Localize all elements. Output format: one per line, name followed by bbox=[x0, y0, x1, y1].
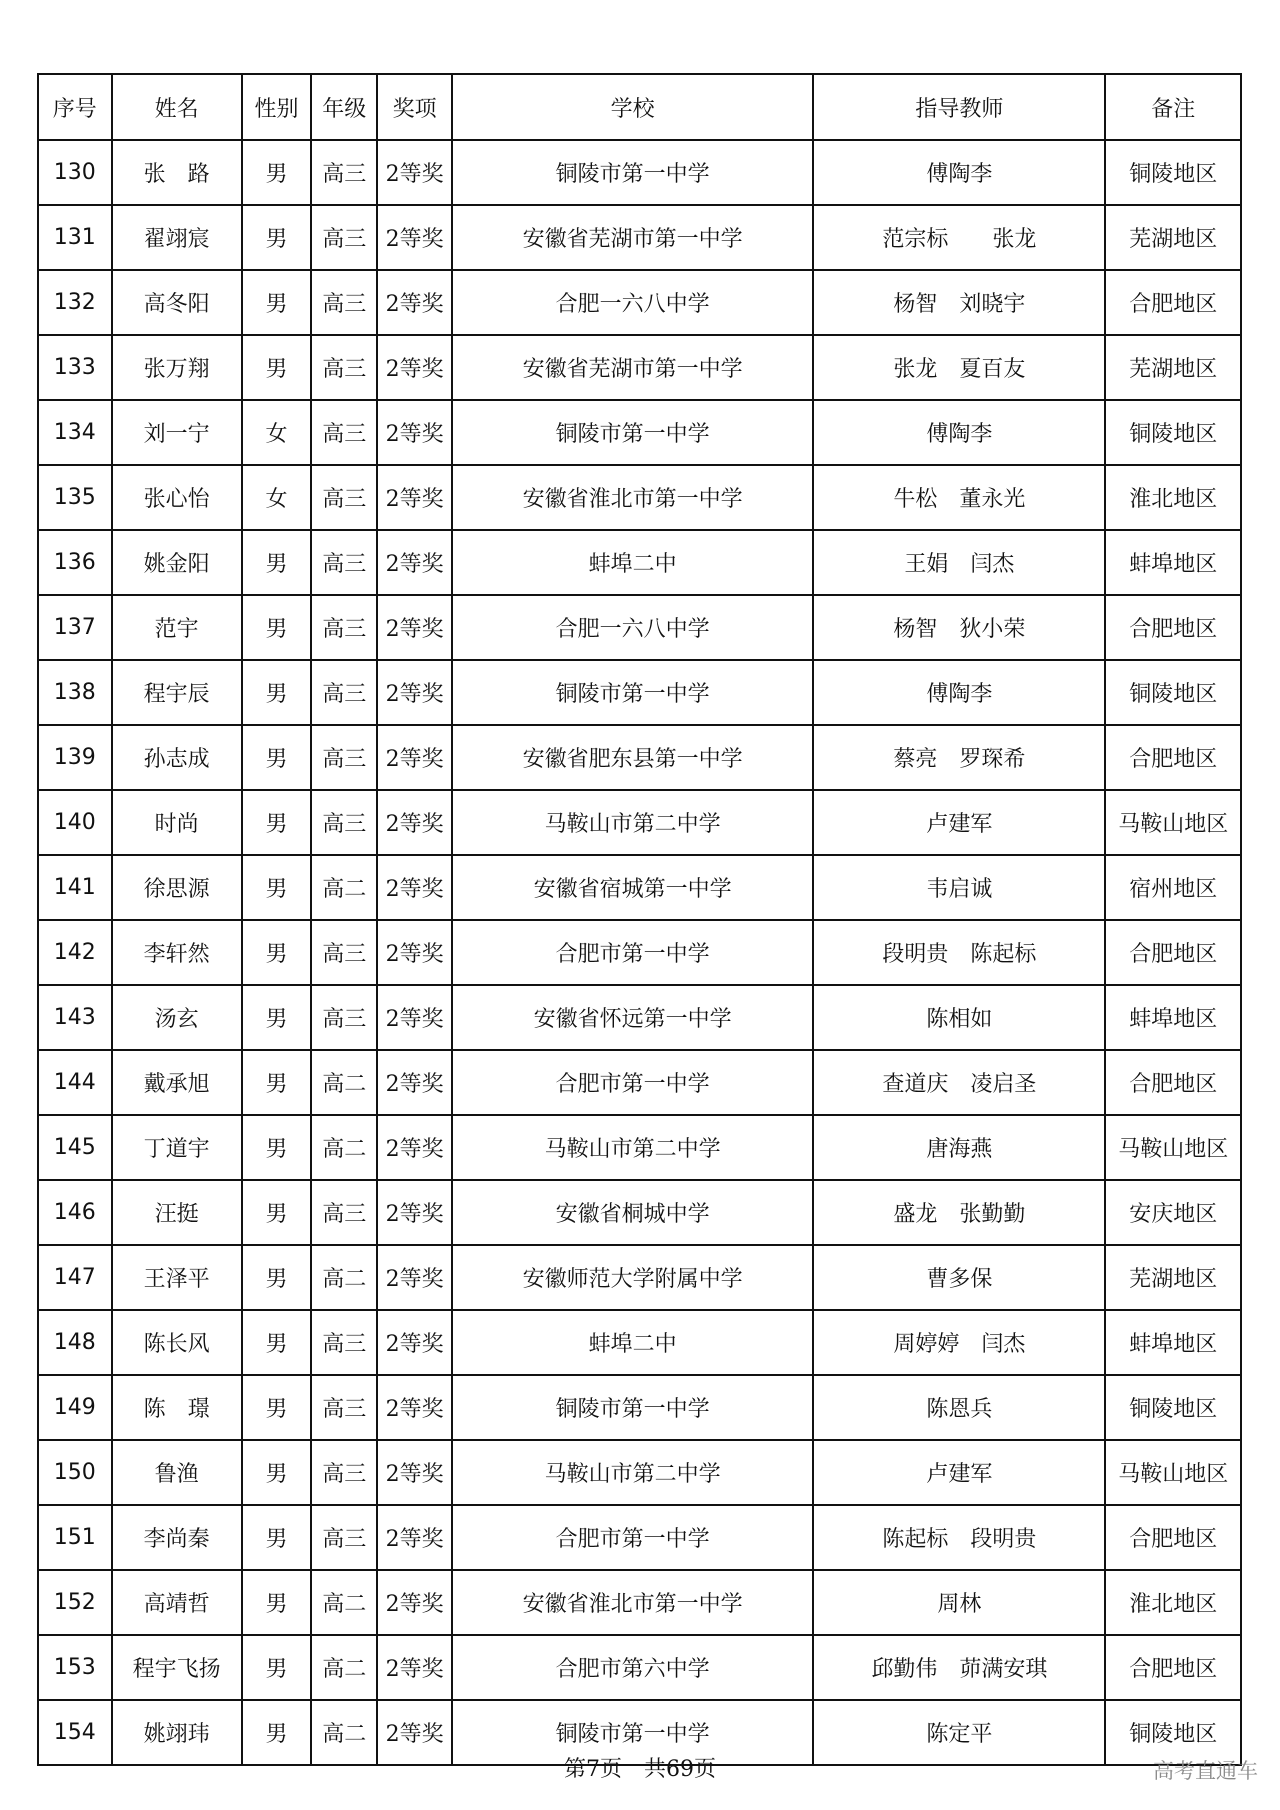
cell-region: 芜湖地区 bbox=[1105, 1245, 1241, 1310]
cell-teacher: 陈起标 段明贵 bbox=[813, 1505, 1105, 1570]
cell-region: 马鞍山地区 bbox=[1105, 1440, 1241, 1505]
cell-teacher: 王娟 闫杰 bbox=[813, 530, 1105, 595]
cell-award: 2等奖 bbox=[377, 1310, 452, 1375]
cell-name: 戴承旭 bbox=[112, 1050, 242, 1115]
cell-grade: 高三 bbox=[311, 985, 377, 1050]
cell-gender: 男 bbox=[242, 530, 311, 595]
cell-gender: 男 bbox=[242, 1050, 311, 1115]
cell-school: 蚌埠二中 bbox=[452, 530, 813, 595]
cell-grade: 高三 bbox=[311, 270, 377, 335]
cell-seq: 130 bbox=[38, 140, 112, 205]
cell-name: 陈长风 bbox=[112, 1310, 242, 1375]
cell-gender: 男 bbox=[242, 1375, 311, 1440]
cell-teacher: 杨智 狄小荣 bbox=[813, 595, 1105, 660]
cell-award: 2等奖 bbox=[377, 530, 452, 595]
cell-teacher: 陈相如 bbox=[813, 985, 1105, 1050]
cell-grade: 高二 bbox=[311, 1245, 377, 1310]
cell-award: 2等奖 bbox=[377, 595, 452, 660]
cell-name: 程宇辰 bbox=[112, 660, 242, 725]
cell-region: 合肥地区 bbox=[1105, 725, 1241, 790]
cell-seq: 131 bbox=[38, 205, 112, 270]
cell-seq: 132 bbox=[38, 270, 112, 335]
table-row bbox=[38, 400, 1241, 465]
cell-gender: 男 bbox=[242, 205, 311, 270]
cell-award: 2等奖 bbox=[377, 1440, 452, 1505]
cell-school: 安徽省芜湖市第一中学 bbox=[452, 205, 813, 270]
header-teacher: 指导教师 bbox=[813, 74, 1105, 140]
cell-seq: 136 bbox=[38, 530, 112, 595]
cell-award: 2等奖 bbox=[377, 660, 452, 725]
cell-school: 马鞍山市第二中学 bbox=[452, 1440, 813, 1505]
cell-teacher: 陈定平 bbox=[813, 1700, 1105, 1765]
cell-region: 淮北地区 bbox=[1105, 465, 1241, 530]
table-row bbox=[38, 140, 1241, 205]
award-roster-table bbox=[37, 73, 1242, 1766]
table-row bbox=[38, 270, 1241, 335]
cell-name: 高冬阳 bbox=[112, 270, 242, 335]
cell-grade: 高三 bbox=[311, 1180, 377, 1245]
cell-gender: 男 bbox=[242, 1635, 311, 1700]
table-row bbox=[38, 660, 1241, 725]
header-school: 学校 bbox=[452, 74, 813, 140]
cell-region: 合肥地区 bbox=[1105, 1505, 1241, 1570]
cell-seq: 149 bbox=[38, 1375, 112, 1440]
cell-award: 2等奖 bbox=[377, 1635, 452, 1700]
cell-grade: 高三 bbox=[311, 1310, 377, 1375]
cell-school: 合肥一六八中学 bbox=[452, 270, 813, 335]
cell-school: 安徽省淮北市第一中学 bbox=[452, 1570, 813, 1635]
cell-region: 淮北地区 bbox=[1105, 1570, 1241, 1635]
cell-grade: 高三 bbox=[311, 920, 377, 985]
cell-gender: 男 bbox=[242, 1180, 311, 1245]
table-row bbox=[38, 1505, 1241, 1570]
cell-teacher: 卢建军 bbox=[813, 1440, 1105, 1505]
cell-gender: 男 bbox=[242, 140, 311, 205]
table-row bbox=[38, 465, 1241, 530]
cell-gender: 男 bbox=[242, 1700, 311, 1765]
cell-seq: 138 bbox=[38, 660, 112, 725]
cell-school: 安徽省宿城第一中学 bbox=[452, 855, 813, 920]
table-row bbox=[38, 725, 1241, 790]
cell-region: 宿州地区 bbox=[1105, 855, 1241, 920]
cell-region: 安庆地区 bbox=[1105, 1180, 1241, 1245]
cell-award: 2等奖 bbox=[377, 725, 452, 790]
header-region: 备注 bbox=[1105, 74, 1241, 140]
cell-grade: 高三 bbox=[311, 725, 377, 790]
cell-school: 蚌埠二中 bbox=[452, 1310, 813, 1375]
table-row bbox=[38, 790, 1241, 855]
cell-gender: 男 bbox=[242, 1440, 311, 1505]
table-row bbox=[38, 335, 1241, 400]
cell-region: 芜湖地区 bbox=[1105, 205, 1241, 270]
cell-award: 2等奖 bbox=[377, 140, 452, 205]
cell-award: 2等奖 bbox=[377, 1570, 452, 1635]
cell-name: 张心怡 bbox=[112, 465, 242, 530]
header-gender: 性别 bbox=[242, 74, 311, 140]
cell-school: 铜陵市第一中学 bbox=[452, 1700, 813, 1765]
cell-gender: 男 bbox=[242, 595, 311, 660]
table-row bbox=[38, 1440, 1241, 1505]
cell-gender: 男 bbox=[242, 335, 311, 400]
table-row bbox=[38, 1635, 1241, 1700]
cell-award: 2等奖 bbox=[377, 1245, 452, 1310]
cell-school: 安徽省淮北市第一中学 bbox=[452, 465, 813, 530]
table-row bbox=[38, 205, 1241, 270]
cell-school: 合肥市第六中学 bbox=[452, 1635, 813, 1700]
cell-seq: 140 bbox=[38, 790, 112, 855]
table-row bbox=[38, 595, 1241, 660]
table-row bbox=[38, 1375, 1241, 1440]
cell-name: 姚金阳 bbox=[112, 530, 242, 595]
cell-school: 铜陵市第一中学 bbox=[452, 1375, 813, 1440]
cell-seq: 133 bbox=[38, 335, 112, 400]
cell-seq: 141 bbox=[38, 855, 112, 920]
cell-region: 合肥地区 bbox=[1105, 270, 1241, 335]
table-row bbox=[38, 985, 1241, 1050]
cell-school: 安徽省桐城中学 bbox=[452, 1180, 813, 1245]
cell-name: 徐思源 bbox=[112, 855, 242, 920]
cell-region: 马鞍山地区 bbox=[1105, 1115, 1241, 1180]
header-seq: 序号 bbox=[38, 74, 112, 140]
cell-grade: 高三 bbox=[311, 335, 377, 400]
cell-region: 铜陵地区 bbox=[1105, 660, 1241, 725]
table-row bbox=[38, 1570, 1241, 1635]
cell-gender: 男 bbox=[242, 1505, 311, 1570]
cell-award: 2等奖 bbox=[377, 400, 452, 465]
cell-region: 马鞍山地区 bbox=[1105, 790, 1241, 855]
cell-award: 2等奖 bbox=[377, 1115, 452, 1180]
watermark: 高考直通车 bbox=[1153, 1759, 1258, 1783]
cell-gender: 男 bbox=[242, 1570, 311, 1635]
cell-region: 蚌埠地区 bbox=[1105, 530, 1241, 595]
cell-gender: 女 bbox=[242, 465, 311, 530]
cell-award: 2等奖 bbox=[377, 1050, 452, 1115]
cell-seq: 135 bbox=[38, 465, 112, 530]
cell-seq: 147 bbox=[38, 1245, 112, 1310]
cell-gender: 女 bbox=[242, 400, 311, 465]
cell-teacher: 曹多保 bbox=[813, 1245, 1105, 1310]
cell-grade: 高三 bbox=[311, 465, 377, 530]
cell-name: 汤玄 bbox=[112, 985, 242, 1050]
cell-award: 2等奖 bbox=[377, 920, 452, 985]
cell-region: 铜陵地区 bbox=[1105, 1375, 1241, 1440]
cell-name: 李尚秦 bbox=[112, 1505, 242, 1570]
cell-seq: 152 bbox=[38, 1570, 112, 1635]
cell-name: 王泽平 bbox=[112, 1245, 242, 1310]
cell-region: 铜陵地区 bbox=[1105, 400, 1241, 465]
cell-grade: 高三 bbox=[311, 400, 377, 465]
cell-gender: 男 bbox=[242, 725, 311, 790]
cell-school: 安徽省怀远第一中学 bbox=[452, 985, 813, 1050]
cell-seq: 151 bbox=[38, 1505, 112, 1570]
cell-award: 2等奖 bbox=[377, 1700, 452, 1765]
cell-name: 刘一宁 bbox=[112, 400, 242, 465]
cell-award: 2等奖 bbox=[377, 790, 452, 855]
cell-grade: 高三 bbox=[311, 1375, 377, 1440]
cell-name: 张万翔 bbox=[112, 335, 242, 400]
cell-gender: 男 bbox=[242, 920, 311, 985]
table-row bbox=[38, 1050, 1241, 1115]
cell-seq: 134 bbox=[38, 400, 112, 465]
cell-teacher: 范宗标 张龙 bbox=[813, 205, 1105, 270]
cell-grade: 高三 bbox=[311, 140, 377, 205]
header-name: 姓名 bbox=[112, 74, 242, 140]
cell-name: 范宇 bbox=[112, 595, 242, 660]
cell-region: 铜陵地区 bbox=[1105, 140, 1241, 205]
cell-teacher: 韦启诚 bbox=[813, 855, 1105, 920]
cell-grade: 高三 bbox=[311, 790, 377, 855]
roster-body bbox=[38, 140, 1241, 1765]
cell-seq: 145 bbox=[38, 1115, 112, 1180]
cell-award: 2等奖 bbox=[377, 1505, 452, 1570]
header-row bbox=[38, 74, 1241, 140]
cell-teacher: 傅陶李 bbox=[813, 660, 1105, 725]
cell-seq: 137 bbox=[38, 595, 112, 660]
cell-school: 铜陵市第一中学 bbox=[452, 140, 813, 205]
cell-name: 程宇飞扬 bbox=[112, 1635, 242, 1700]
cell-grade: 高三 bbox=[311, 595, 377, 660]
table-row bbox=[38, 530, 1241, 595]
cell-school: 安徽省芜湖市第一中学 bbox=[452, 335, 813, 400]
cell-seq: 148 bbox=[38, 1310, 112, 1375]
table-row bbox=[38, 855, 1241, 920]
cell-award: 2等奖 bbox=[377, 1180, 452, 1245]
cell-gender: 男 bbox=[242, 270, 311, 335]
cell-name: 鲁渔 bbox=[112, 1440, 242, 1505]
cell-gender: 男 bbox=[242, 1245, 311, 1310]
cell-school: 铜陵市第一中学 bbox=[452, 660, 813, 725]
cell-school: 合肥一六八中学 bbox=[452, 595, 813, 660]
cell-region: 蚌埠地区 bbox=[1105, 985, 1241, 1050]
cell-seq: 150 bbox=[38, 1440, 112, 1505]
cell-seq: 154 bbox=[38, 1700, 112, 1765]
cell-grade: 高三 bbox=[311, 530, 377, 595]
cell-school: 合肥市第一中学 bbox=[452, 920, 813, 985]
cell-teacher: 杨智 刘晓宇 bbox=[813, 270, 1105, 335]
cell-region: 合肥地区 bbox=[1105, 920, 1241, 985]
cell-grade: 高二 bbox=[311, 855, 377, 920]
cell-seq: 144 bbox=[38, 1050, 112, 1115]
table-row bbox=[38, 1310, 1241, 1375]
cell-grade: 高二 bbox=[311, 1700, 377, 1765]
cell-teacher: 查道庆 凌启圣 bbox=[813, 1050, 1105, 1115]
cell-grade: 高二 bbox=[311, 1115, 377, 1180]
cell-grade: 高三 bbox=[311, 205, 377, 270]
cell-gender: 男 bbox=[242, 985, 311, 1050]
page-footer: 第7页 共69页 bbox=[564, 1757, 716, 1782]
cell-seq: 153 bbox=[38, 1635, 112, 1700]
cell-seq: 146 bbox=[38, 1180, 112, 1245]
cell-school: 合肥市第一中学 bbox=[452, 1050, 813, 1115]
cell-gender: 男 bbox=[242, 855, 311, 920]
cell-region: 合肥地区 bbox=[1105, 595, 1241, 660]
table-row bbox=[38, 1245, 1241, 1310]
cell-gender: 男 bbox=[242, 1115, 311, 1180]
cell-teacher: 张龙 夏百友 bbox=[813, 335, 1105, 400]
cell-region: 合肥地区 bbox=[1105, 1050, 1241, 1115]
cell-grade: 高三 bbox=[311, 660, 377, 725]
header-grade: 年级 bbox=[311, 74, 377, 140]
cell-school: 安徽省肥东县第一中学 bbox=[452, 725, 813, 790]
cell-school: 马鞍山市第二中学 bbox=[452, 1115, 813, 1180]
cell-name: 张 路 bbox=[112, 140, 242, 205]
table-row bbox=[38, 920, 1241, 985]
cell-name: 陈 璟 bbox=[112, 1375, 242, 1440]
cell-region: 合肥地区 bbox=[1105, 1635, 1241, 1700]
cell-teacher: 陈恩兵 bbox=[813, 1375, 1105, 1440]
cell-school: 合肥市第一中学 bbox=[452, 1505, 813, 1570]
cell-teacher: 傅陶李 bbox=[813, 400, 1105, 465]
header-award: 奖项 bbox=[377, 74, 452, 140]
cell-award: 2等奖 bbox=[377, 205, 452, 270]
cell-name: 翟翊宸 bbox=[112, 205, 242, 270]
cell-name: 丁道宇 bbox=[112, 1115, 242, 1180]
cell-award: 2等奖 bbox=[377, 985, 452, 1050]
cell-gender: 男 bbox=[242, 660, 311, 725]
cell-teacher: 傅陶李 bbox=[813, 140, 1105, 205]
table-row bbox=[38, 1180, 1241, 1245]
cell-school: 铜陵市第一中学 bbox=[452, 400, 813, 465]
cell-grade: 高三 bbox=[311, 1505, 377, 1570]
cell-region: 蚌埠地区 bbox=[1105, 1310, 1241, 1375]
cell-name: 高靖哲 bbox=[112, 1570, 242, 1635]
table-row bbox=[38, 1115, 1241, 1180]
cell-teacher: 周林 bbox=[813, 1570, 1105, 1635]
cell-region: 铜陵地区 bbox=[1105, 1700, 1241, 1765]
cell-seq: 142 bbox=[38, 920, 112, 985]
cell-name: 汪挺 bbox=[112, 1180, 242, 1245]
cell-award: 2等奖 bbox=[377, 1375, 452, 1440]
cell-name: 时尚 bbox=[112, 790, 242, 855]
cell-school: 马鞍山市第二中学 bbox=[452, 790, 813, 855]
cell-seq: 139 bbox=[38, 725, 112, 790]
cell-seq: 143 bbox=[38, 985, 112, 1050]
cell-grade: 高二 bbox=[311, 1050, 377, 1115]
cell-grade: 高三 bbox=[311, 1440, 377, 1505]
cell-teacher: 卢建军 bbox=[813, 790, 1105, 855]
cell-grade: 高二 bbox=[311, 1635, 377, 1700]
cell-teacher: 邱勤伟 茆满安琪 bbox=[813, 1635, 1105, 1700]
cell-grade: 高二 bbox=[311, 1570, 377, 1635]
cell-region: 芜湖地区 bbox=[1105, 335, 1241, 400]
cell-school: 安徽师范大学附属中学 bbox=[452, 1245, 813, 1310]
cell-name: 姚翊玮 bbox=[112, 1700, 242, 1765]
cell-teacher: 牛松 董永光 bbox=[813, 465, 1105, 530]
cell-award: 2等奖 bbox=[377, 855, 452, 920]
cell-teacher: 周婷婷 闫杰 bbox=[813, 1310, 1105, 1375]
cell-award: 2等奖 bbox=[377, 270, 452, 335]
cell-gender: 男 bbox=[242, 790, 311, 855]
cell-award: 2等奖 bbox=[377, 335, 452, 400]
cell-teacher: 蔡亮 罗琛希 bbox=[813, 725, 1105, 790]
cell-teacher: 唐海燕 bbox=[813, 1115, 1105, 1180]
cell-teacher: 段明贵 陈起标 bbox=[813, 920, 1105, 985]
cell-name: 李轩然 bbox=[112, 920, 242, 985]
cell-gender: 男 bbox=[242, 1310, 311, 1375]
cell-name: 孙志成 bbox=[112, 725, 242, 790]
cell-teacher: 盛龙 张勤勤 bbox=[813, 1180, 1105, 1245]
cell-award: 2等奖 bbox=[377, 465, 452, 530]
